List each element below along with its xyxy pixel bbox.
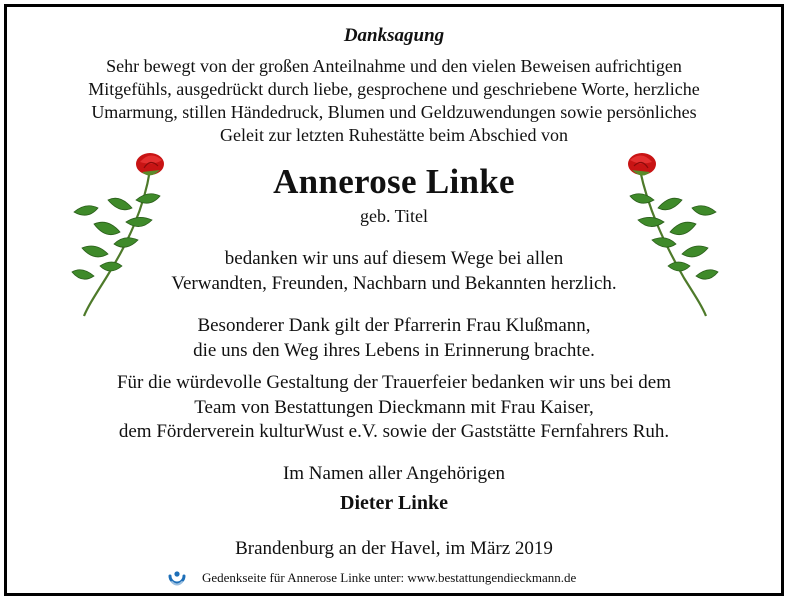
pastor-thanks-line: Besonderer Dank gilt der Pfarrerin Frau Klußmann, bbox=[197, 315, 591, 336]
deceased-name: Annerose Linke bbox=[273, 162, 515, 201]
thanks-line: bedanken wir uns auf diesem Wege bei allen bbox=[224, 248, 564, 269]
ceremony-thanks-paragraph bbox=[0, 371, 788, 445]
footer-text: Gedenkseite für Annerose Linke unter: www.bestattungendieckmann.de bbox=[202, 570, 577, 585]
footer bbox=[166, 567, 576, 589]
birth-name: geb. Titel bbox=[359, 206, 429, 226]
ceremony-thanks-line: dem Förderverein kulturWust e.V. sowie der Gaststätte Fernfahrers Ruh. bbox=[118, 421, 670, 442]
rose-left-icon bbox=[64, 148, 174, 318]
intro-line: Sehr bewegt von der großen Anteilnahme und den vielen Beweisen aufrichtigen bbox=[106, 56, 682, 76]
memorial-logo-icon bbox=[166, 567, 188, 589]
rose-right-icon bbox=[618, 148, 728, 318]
notice-title: Danksagung bbox=[343, 25, 445, 46]
ceremony-thanks-line: Team von Bestattungen Dieckmann mit Frau Kaiser, bbox=[194, 396, 594, 418]
intro-line: Geleit zur letzten Ruhestätte beim Abschied von bbox=[220, 125, 568, 145]
pastor-thanks-line: die uns den Weg ihres Lebens in Erinnerung brachte. bbox=[193, 339, 595, 361]
signer-name: Dieter Linke bbox=[340, 492, 448, 514]
intro-text bbox=[0, 55, 788, 147]
intro-line: Mitgefühls, ausgedrückt durch liebe, gesprochene und geschriebene Worte, herzliche bbox=[88, 79, 700, 99]
thanks-line: Verwandten, Freunden, Nachbarn und Bekannten herzlich. bbox=[171, 272, 617, 294]
place-date: Brandenburg an der Havel, im März 2019 bbox=[235, 538, 553, 559]
pastor-thanks-paragraph bbox=[0, 314, 788, 363]
intro-line: Umarmung, stillen Händedruck, Blumen und Geldzuwendungen sowie persönliches bbox=[91, 102, 697, 122]
closing-phrase: Im Namen aller Angehörigen bbox=[282, 463, 506, 484]
ceremony-thanks-line: Für die würdevolle Gestaltung der Trauerfeier bedanken wir uns bei dem bbox=[116, 372, 671, 393]
